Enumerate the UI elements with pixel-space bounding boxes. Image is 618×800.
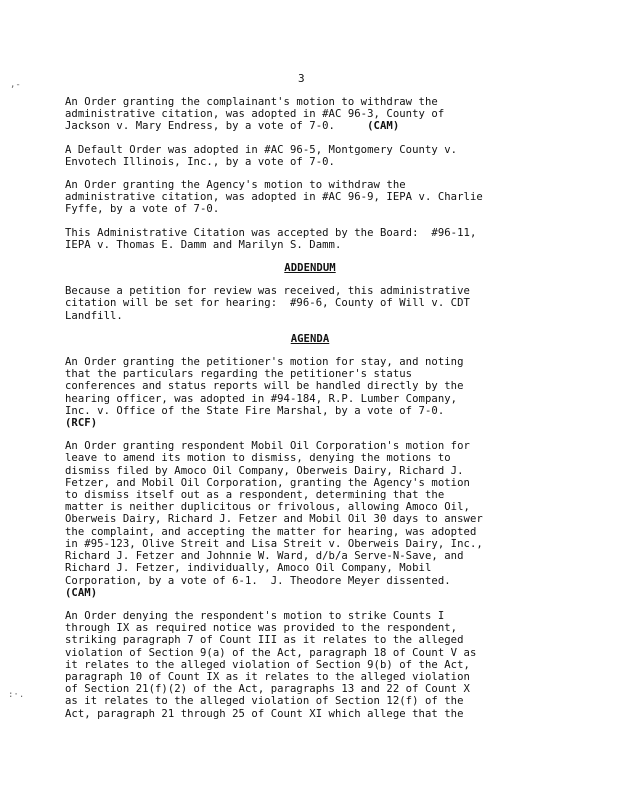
agenda-item-95-123 <box>65 440 555 599</box>
paragraph-text: An Order granting the complainant's motion to withdraw the administrative citation, was adopted in #AC 96-3, County of Jackson v. Mary Endress, by a vote of 7-0. <box>65 96 445 133</box>
scan-mark: :·. <box>8 690 25 700</box>
paragraph-ac-96-3 <box>65 96 555 133</box>
initials-tag: (CAM) <box>367 120 400 133</box>
agenda-heading: AGENDA <box>290 332 330 345</box>
agenda-item-motion-to-strike <box>65 610 555 720</box>
paragraph-ac-96-5 <box>65 144 555 168</box>
agenda-item-94-184 <box>65 356 555 429</box>
paragraph-text: This Administrative Citation was accepted by the Board: #96-11, IEPA v. Thomas E. Damm and Marilyn S. Damm. <box>65 226 477 251</box>
addendum-heading: ADDENDUM <box>284 262 336 275</box>
document-body <box>65 96 555 731</box>
page-number: 3 <box>298 72 305 85</box>
paragraph-text: An Order granting the Agency's motion to withdraw the administrative citation, was adopted in #AC 96-9, IEPA v. Charlie Fyffe, by a vote of 7-0. <box>65 179 483 216</box>
paragraph-ac-96-9 <box>65 179 555 216</box>
addendum-paragraph: Because a petition for review was received, this administrative citation will be set for hearing: #96-6, County of Will v. CDT Landfill. <box>65 285 470 322</box>
paragraph-text: An Order denying the respondent's motion to strike Counts I through IX as required notice was provided to the respondent, striking paragraph 7 of Count III as it relates to the alleged violation of Section 9(a) of the Act, paragraph 18 of Count V as it relates to the alleged violation of Section 9(b) of the Act, paragraph 10 of Count IX as it relates to the alleged violation of Section 21(f)(2) of the Act, paragraphs 13 and 22 of Count X as it relates to the alleged violation of Section 12(f) of the Act, paragraph 21 through 25 of Count XI which allege that the <box>65 609 477 720</box>
initials-tag: (RCF) <box>65 417 98 430</box>
initials-tag: (CAM) <box>65 586 98 599</box>
paragraph-ac-96-11 <box>65 227 555 251</box>
scan-mark: ,- <box>10 80 21 90</box>
paragraph-text: A Default Order was adopted in #AC 96-5, Montgomery County v. Envotech Illinois, Inc., by a vote of 7-0. <box>65 143 458 168</box>
paragraph-text: An Order granting the petitioner's motion for stay, and noting that the particulars regarding the petitioner's status conferences and status reports will be handled directly by the hearing officer, was adopted in #94-184, R.P. Lumber Company, Inc. v. Office of the State Fire Marshal, by a vote of 7-0. <box>65 356 464 417</box>
paragraph-text: An Order granting respondent Mobil Oil Corporation's motion for leave to amend its motion to dismiss, denying the motions to dismiss filed by Amoco Oil Company, Oberweis Dairy, Richard J. Fetzer, and Mobil Oil Corporation, granting the Agency's motion to dismiss itself out as a respondent, determining that the matter is neither duplicitous or frivolous, allowing Amoco Oil, Oberweis Dairy, Richard J. Fetzer and Mobil Oil 30 days to answer the complaint, and accepting the matter for hearing, was adopted in #95-123, Olive Streit and Lisa Streit v. Oberweis Dairy, Inc., Richard J. Fetzer and Johnnie W. Ward, d/b/a Serve-N-Save, and Richard J. Fetzer, individually, Amoco Oil Company, Mobil Corporation, by a vote of 6-1. J. Theodore Meyer dissented. <box>65 440 483 587</box>
